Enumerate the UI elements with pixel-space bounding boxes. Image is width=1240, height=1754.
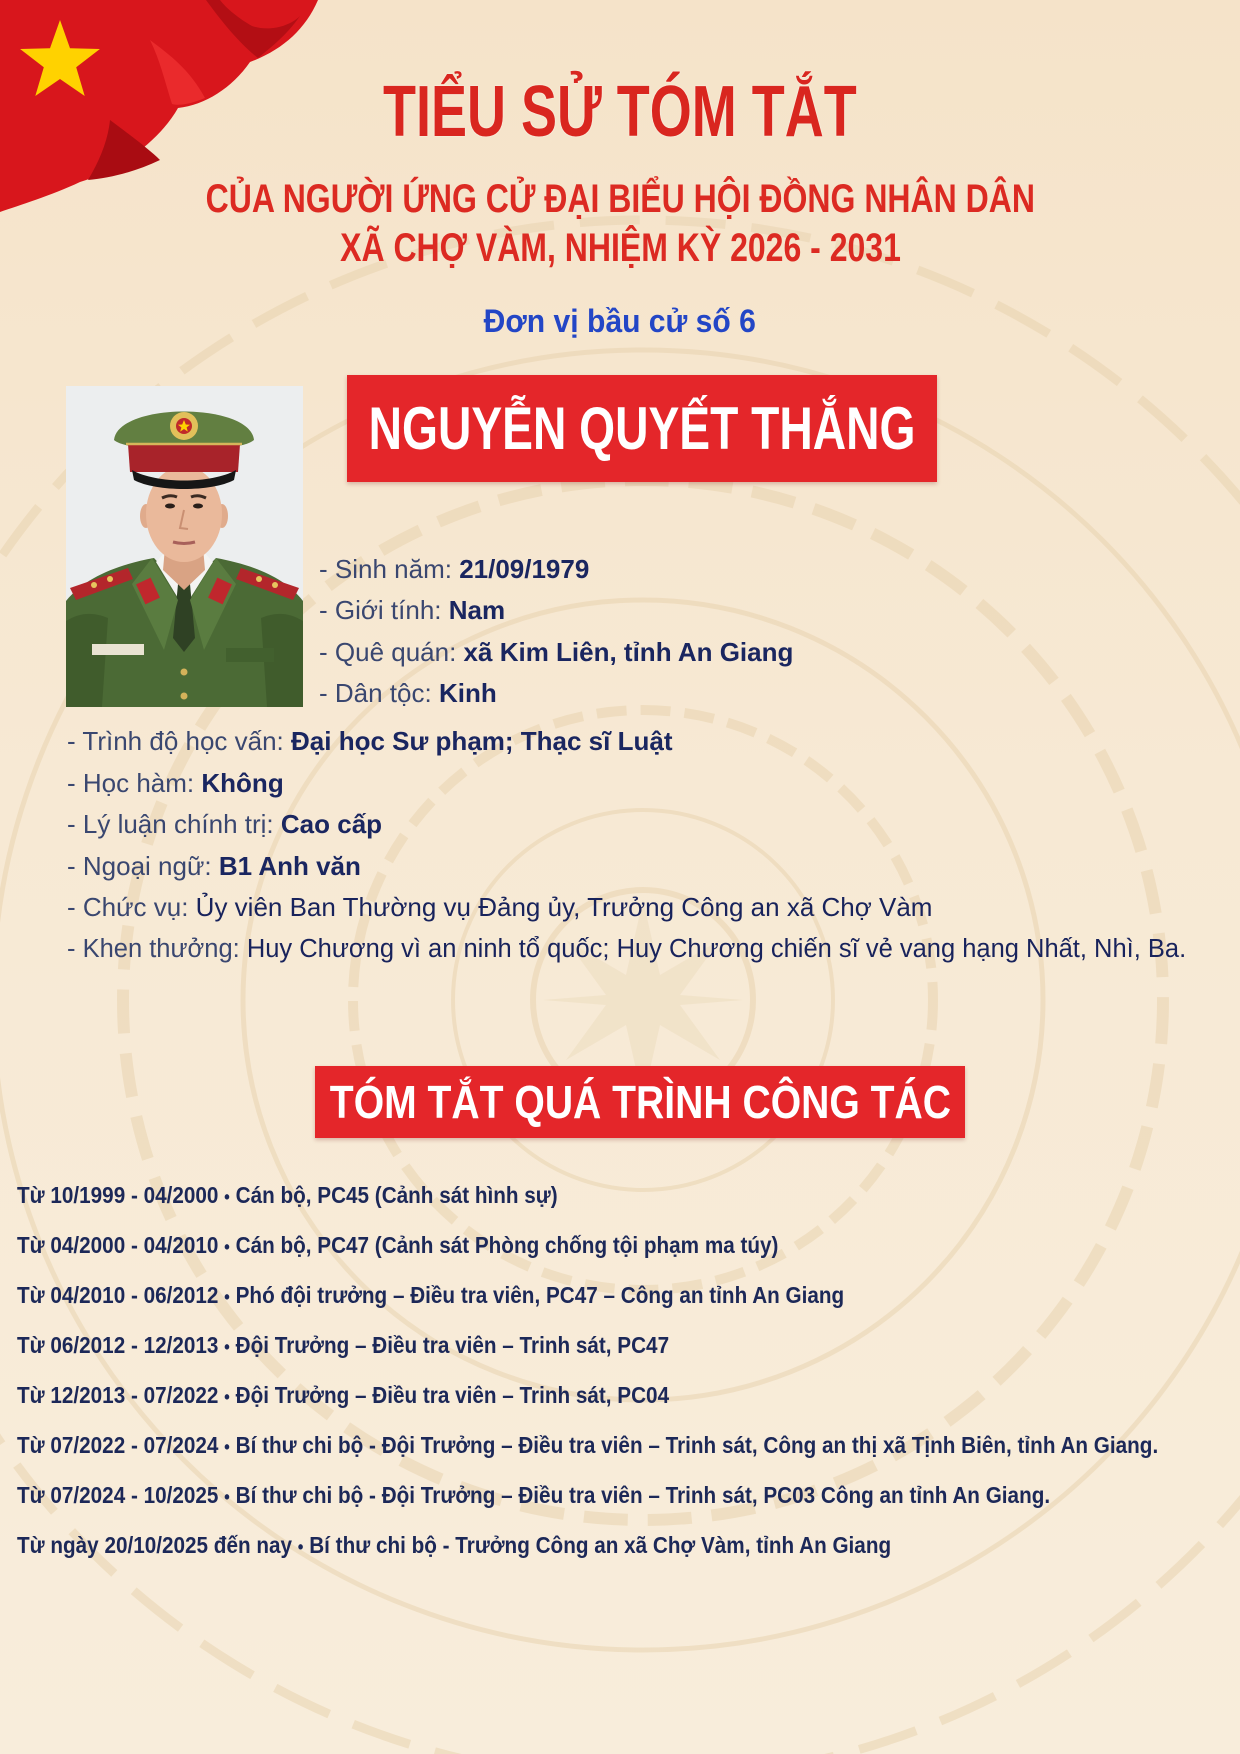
pocket-flap [226, 648, 274, 662]
info-value: Huy Chương vì an ninh tổ quốc; Huy Chương chiến sĩ vẻ vang hạng Nhất, Nhì, Ba. [246, 934, 1187, 963]
eye-right [193, 504, 203, 509]
info-awards [67, 929, 1186, 971]
history-role: Đội Trưởng – Điều tra viên – Trinh sát, PC47 [235, 1332, 670, 1358]
info-label: - Quê quán: [319, 636, 457, 667]
history-separator: • [224, 1287, 230, 1307]
info-foreign-language [67, 846, 1186, 888]
electoral-unit [0, 299, 1240, 343]
candidate-photo [66, 386, 303, 707]
info-label: - Khen thưởng: [67, 934, 240, 963]
work-history-item [17, 1520, 1097, 1570]
history-period: Từ 10/1999 - 04/2000 [17, 1182, 219, 1208]
name-tag [92, 644, 144, 655]
work-history-item [17, 1170, 1097, 1220]
subtitle-text: XÃ CHỢ VÀM, NHIỆM KỲ 2026 - 2031 [339, 226, 901, 270]
info-label: - Lý luận chính trị: [67, 809, 274, 840]
work-history-item [17, 1420, 1159, 1470]
history-separator: • [224, 1337, 230, 1357]
history-role: Bí thư chi bộ - Trưởng Công an xã Chợ Vàm, tỉnh An Giang [309, 1532, 892, 1558]
candidate-details-beside-photo [319, 549, 793, 714]
history-period: Từ 07/2024 - 10/2025 [17, 1482, 219, 1508]
subtitle-text: CỦA NGƯỜI ỨNG CỬ ĐẠI BIỂU HỘI ĐỒNG NHÂN DÂN [205, 177, 1035, 221]
work-history-heading-banner [315, 1066, 965, 1138]
rank-star [256, 576, 262, 582]
info-label: - Học hàm: [67, 767, 195, 798]
info-political-theory [67, 804, 1186, 846]
info-value: xã Kim Liên, tỉnh An Giang [463, 636, 794, 667]
info-education [67, 721, 1186, 763]
info-label: - Ngoại ngữ: [67, 850, 212, 881]
jacket-button [181, 693, 188, 700]
mouth [173, 542, 195, 544]
work-history-heading: TÓM TẮT QUÁ TRÌNH CÔNG TÁC [329, 1076, 951, 1128]
history-separator: • [224, 1437, 230, 1457]
history-period: Từ 04/2010 - 06/2012 [17, 1282, 219, 1308]
page-subtitle-line-1 [0, 174, 1240, 224]
info-academic-title [67, 763, 1186, 805]
info-position [67, 887, 1186, 929]
work-history-item [17, 1320, 1097, 1370]
history-period: Từ 04/2000 - 04/2010 [17, 1232, 219, 1258]
info-birth-year [319, 549, 793, 590]
info-value: Kinh [438, 677, 497, 708]
history-separator: • [297, 1537, 304, 1557]
history-separator: • [224, 1237, 230, 1257]
info-gender [319, 590, 793, 631]
work-history-item [17, 1270, 1097, 1320]
electoral-unit-text: Đơn vị bầu cử số 6 [483, 303, 757, 339]
info-value: 21/09/1979 [459, 554, 590, 584]
history-separator: • [224, 1187, 230, 1207]
history-role: Đội Trưởng – Điều tra viên – Trinh sát, PC04 [235, 1382, 670, 1408]
info-hometown [319, 632, 793, 673]
rank-star [107, 576, 113, 582]
eye-left [165, 504, 175, 509]
info-label: - Trình độ học vấn: [67, 726, 284, 756]
info-value: Đại học Sư phạm; Thạc sĩ Luật [291, 726, 673, 756]
history-period: Từ 07/2022 - 07/2024 [17, 1432, 219, 1458]
history-role: Phó đội trưởng – Điều tra viên, PC47 – Công an tỉnh An Giang [235, 1282, 845, 1308]
info-label: - Dân tộc: [319, 677, 432, 708]
candidate-details [67, 721, 1186, 971]
rank-star [272, 582, 278, 588]
info-ethnicity [319, 673, 793, 714]
work-history-item [17, 1370, 1097, 1420]
work-history-item [17, 1220, 1097, 1270]
work-history-item [17, 1470, 1097, 1520]
info-value: Ủy viên Ban Thường vụ Đảng ủy, Trưởng Công an xã Chợ Vàm [195, 892, 933, 923]
work-history-list [17, 1170, 1217, 1570]
page-title [0, 72, 1240, 152]
info-value: Nam [448, 595, 506, 626]
history-period: Từ 12/2013 - 07/2022 [17, 1382, 219, 1408]
rank-star [91, 582, 97, 588]
info-value: Không [201, 767, 284, 798]
history-period: Từ 06/2012 - 12/2013 [17, 1332, 219, 1358]
history-role: Bí thư chi bộ - Đội Trưởng – Điều tra viên – Trinh sát, Công an thị xã Tịnh Biên, tỉnh An Giang. [235, 1432, 1159, 1458]
history-period: Từ ngày 20/10/2025 đến nay [17, 1532, 293, 1558]
info-label: - Chức vụ: [67, 892, 189, 923]
info-label: - Giới tính: [319, 595, 442, 626]
history-role: Cán bộ, PC47 (Cảnh sát Phòng chống tội phạm ma túy) [235, 1232, 779, 1258]
jacket-button [181, 669, 188, 676]
candidate-name: NGUYỄN QUYẾT THẮNG [368, 395, 916, 462]
info-label: - Sinh năm: [319, 554, 452, 584]
info-value: B1 Anh văn [218, 850, 361, 881]
history-separator: • [224, 1387, 230, 1407]
history-role: Bí thư chi bộ - Đội Trưởng – Điều tra viên – Trinh sát, PC03 Công an tỉnh An Giang. [235, 1482, 1051, 1508]
page-title-text: TIỂU SỬ TÓM TẮT [383, 72, 857, 152]
page-subtitle-line-2 [0, 223, 1240, 273]
info-value: Cao cấp [280, 809, 383, 840]
history-role: Cán bộ, PC45 (Cảnh sát hình sự) [235, 1182, 558, 1208]
cap-band [128, 444, 240, 472]
history-separator: • [224, 1487, 230, 1507]
candidate-name-banner [347, 375, 937, 482]
